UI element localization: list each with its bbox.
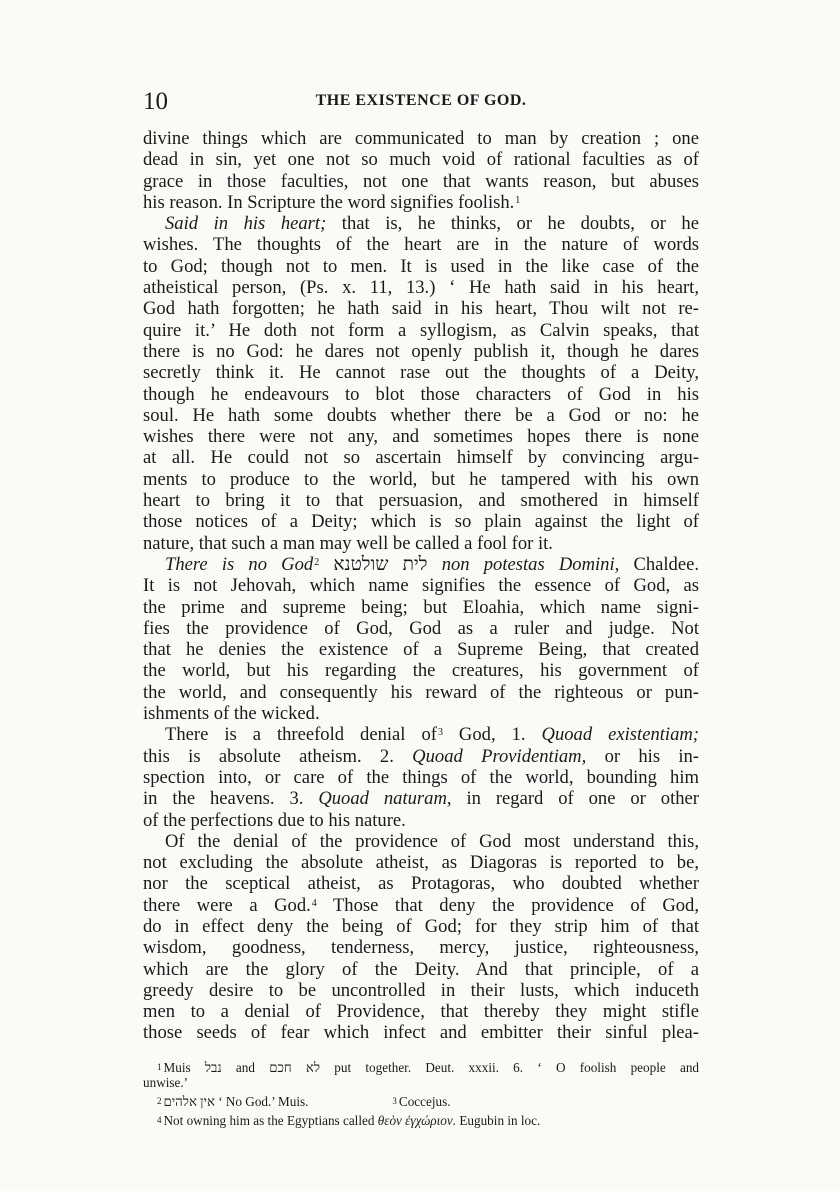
- text-line: that he denies the existence of a Supreme Being, that created: [143, 639, 699, 661]
- text-line: to God; though not to men. It is used in the like case of the: [143, 255, 699, 277]
- footnote-3: Coccejus.: [398, 1094, 451, 1109]
- text-line: the world, and consequently his reward of the righteous or pun-: [143, 681, 699, 703]
- text-line: wishes there were not any, and sometimes hopes there is none: [143, 426, 699, 448]
- italic-phrase: Quoad Providentiam,: [412, 745, 587, 767]
- text-line: those seeds of fear which infect and embitter their sinful plea-: [143, 1022, 699, 1044]
- text-line: soul. He hath some doubts whether there be a God or no: he: [143, 404, 699, 426]
- text-line: It is not Jehovah, which name signifies the essence of God, as: [143, 575, 699, 597]
- footnote-ref: 4: [311, 897, 317, 909]
- text-line: atheistical person, (Ps. x. 11, 13.) ‘ He hath said in his heart,: [143, 277, 699, 299]
- greek-phrase: θεὸν ἐγχώριον.: [377, 1113, 457, 1128]
- text-line: ments to produce to the world, but he tampered with his own: [143, 468, 699, 490]
- text-line: which are the glory of the Deity. And that principle, of a: [143, 958, 699, 980]
- text-line: ishments of the wicked.: [143, 703, 320, 725]
- body-text: [143, 128, 699, 1044]
- text-line: Said in his heart; that is, he thinks, or he doubts, or he: [165, 213, 699, 235]
- running-title: THE EXISTENCE OF GOD.: [315, 92, 527, 109]
- text-line: wisdom, goodness, tenderness, mercy, justice, righteousness,: [143, 937, 699, 959]
- text-line: quire it.’ He doth not form a syllogism, as Calvin speaks, that: [143, 319, 699, 341]
- text-line: There is no God$^2$ לית שולטנא non potestas Domini, Chaldee.: [165, 553, 700, 575]
- page-header: [143, 88, 699, 118]
- footnote-ref: 2: [314, 556, 320, 568]
- text-line: There is a threefold denial of$^3$ God, 1. Quoad existentiam;: [165, 724, 699, 746]
- text-line: there were a God.$^4$ Those that deny the providence of God,: [143, 894, 699, 916]
- text-line: there is no God: he dares not openly publish it, though he dares: [143, 340, 699, 362]
- footnote-1: $^1$ Muis נבל and לא חכם put together. Deut. xxxii. 6. ‘ O foolish people and: [157, 1060, 700, 1075]
- page-number: 10: [143, 88, 168, 115]
- text-line: divine things which are communicated to man by creation ; one: [143, 128, 699, 149]
- text-line: of the perfections due to his nature.: [143, 809, 406, 831]
- text-line: the world, but his regarding the creatures, his government of: [143, 660, 699, 682]
- text-line: secretly think it. He cannot rase out the thoughts of a Deity,: [143, 362, 699, 384]
- hebrew-word: לא חכם: [269, 1060, 321, 1075]
- text-line: Of the denial of the providence of God most understand this,: [165, 830, 699, 852]
- text-line: do in effect deny the being of God; for they strip him of that: [143, 915, 699, 937]
- footnote-1-cont: unwise.’: [143, 1075, 189, 1090]
- text-line: fies the providence of God, God as a ruler and judge. Not: [143, 617, 699, 639]
- text-line: wishes. The thoughts of the heart are in the nature of words: [143, 234, 699, 256]
- text-line: men to a denial of Providence, that thereby they might stifle: [143, 1001, 699, 1023]
- text-line: his reason. In Scripture the word signifies foolish.$^1$: [143, 191, 521, 213]
- italic-phrase: Quoad naturam,: [318, 788, 452, 810]
- italic-phrase: Said in his heart;: [165, 213, 327, 235]
- text-line: nature, that such a man may well be called a fool for it.: [143, 532, 553, 554]
- text-line: those notices of a Deity; which is so plain against the light of: [143, 511, 699, 533]
- text-line: God hath forgotten; he hath said in his heart, Thou wilt not re-: [143, 298, 699, 320]
- text-line: nor the sceptical atheist, as Protagoras, who doubted whether: [143, 873, 699, 895]
- hebrew-word: נבל: [204, 1060, 222, 1075]
- text-line: the prime and supreme being; but Eloahia, which name signi-: [143, 596, 699, 618]
- text-line: in the heavens. 3. Quoad naturam, in regard of one or other: [143, 788, 699, 810]
- text-line: though he endeavours to blot those characters of God in his: [143, 383, 699, 405]
- text-line: this is absolute atheism. 2. Quoad Providentiam, or his in-: [143, 745, 700, 767]
- footnotes: [143, 1058, 699, 1130]
- footnote-2: $^2$ אין אלהים ‘ No God.’ Muis. $^3$ Coccejus.: [157, 1094, 451, 1109]
- hebrew-phrase: לית שולטנא: [333, 553, 428, 575]
- text-line: spection into, or care of the things of the world, bounding him: [143, 766, 699, 788]
- text-line: dead in sin, yet one not so much void of rational faculties as of: [143, 149, 699, 171]
- footnote-ref: 3: [437, 727, 443, 739]
- footnote-4: $^4$ Not owning him as the Egyptians called θεὸν ἐγχώριον. Eugubin in loc.: [157, 1113, 541, 1128]
- text-line: grace in those faculties, not one that wants reason, but abuses: [143, 170, 699, 192]
- italic-phrase: non potestas Domini,: [441, 553, 620, 575]
- text-line: not excluding the absolute atheist, as Diagoras is reported to be,: [143, 852, 699, 874]
- italic-phrase: Quoad existentiam;: [541, 724, 699, 746]
- footnote-ref: 1: [515, 194, 521, 206]
- text-line: greedy desire to be uncontrolled in their lusts, which induceth: [143, 979, 699, 1001]
- hebrew-word: אין אלהים: [163, 1094, 215, 1109]
- italic-phrase: There is no God: [165, 553, 314, 575]
- text-line: at all. He could not so ascertain himself by convincing argu-: [143, 447, 699, 469]
- text-line: heart to bring it to that persuasion, and smothered in himself: [143, 490, 699, 512]
